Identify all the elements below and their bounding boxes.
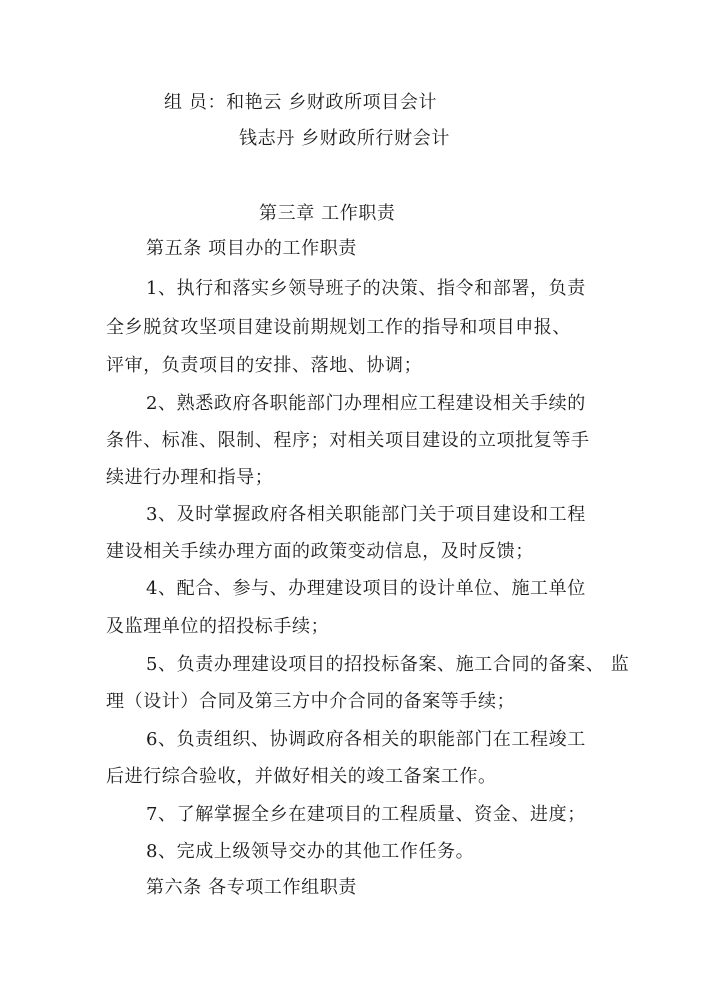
article-5-line: 建设相关手续办理方面的政策变动信息，及时反馈； xyxy=(106,541,534,562)
members-line-2: 钱志丹 乡财政所行财会计 xyxy=(239,128,450,149)
article-5-line: 6、负责组织、协调政府各相关的职能部门在工程竣工 xyxy=(146,729,586,750)
chapter-title: 第三章 工作职责 xyxy=(259,203,396,224)
article-5-line: 及监理单位的招投标手续； xyxy=(106,616,330,637)
article-5-line: 后进行综合验收，并做好相关的竣工备案工作。 xyxy=(106,766,497,787)
article-5-line: 3、及时掌握政府各相关职能部门关于项目建设和工程 xyxy=(146,504,586,525)
members-line-1: 组 员：和艳云 乡财政所项目会计 xyxy=(164,92,438,113)
article-5-line: 4、配合、参与、办理建设项目的设计单位、施工单位 xyxy=(146,578,586,599)
article-5-line: 7、了解掌握全乡在建项目的工程质量、资金、进度； xyxy=(146,804,586,825)
article-5-line: 条件、标准、限制、程序；对相关项目建设的立项批复等手 xyxy=(106,430,590,451)
article-6-heading: 第六条 各专项工作组职责 xyxy=(146,877,357,898)
article-5-line: 评审，负责项目的安排、落地、协调； xyxy=(106,355,423,376)
article-5-line: 5、负责办理建设项目的招投标备案、施工合同的备案、 监 xyxy=(146,654,630,675)
article-5-line: 全乡脱贫攻坚项目建设前期规划工作的指导和项目申报、 xyxy=(106,317,571,338)
article-5-line: 2、熟悉政府各职能部门办理相应工程建设相关手续的 xyxy=(146,393,586,414)
article-5-line: 续进行办理和指导； xyxy=(106,467,274,488)
article-5-line: 8、完成上级领导交办的其他工作任务。 xyxy=(146,841,475,862)
article-5-line: 1、执行和落实乡领导班子的决策、指令和部署，负责 xyxy=(146,278,586,299)
article-5-heading: 第五条 项目办的工作职责 xyxy=(146,238,357,259)
article-5-line: 理（设计）合同及第三方中介合同的备案等手续； xyxy=(106,691,516,712)
